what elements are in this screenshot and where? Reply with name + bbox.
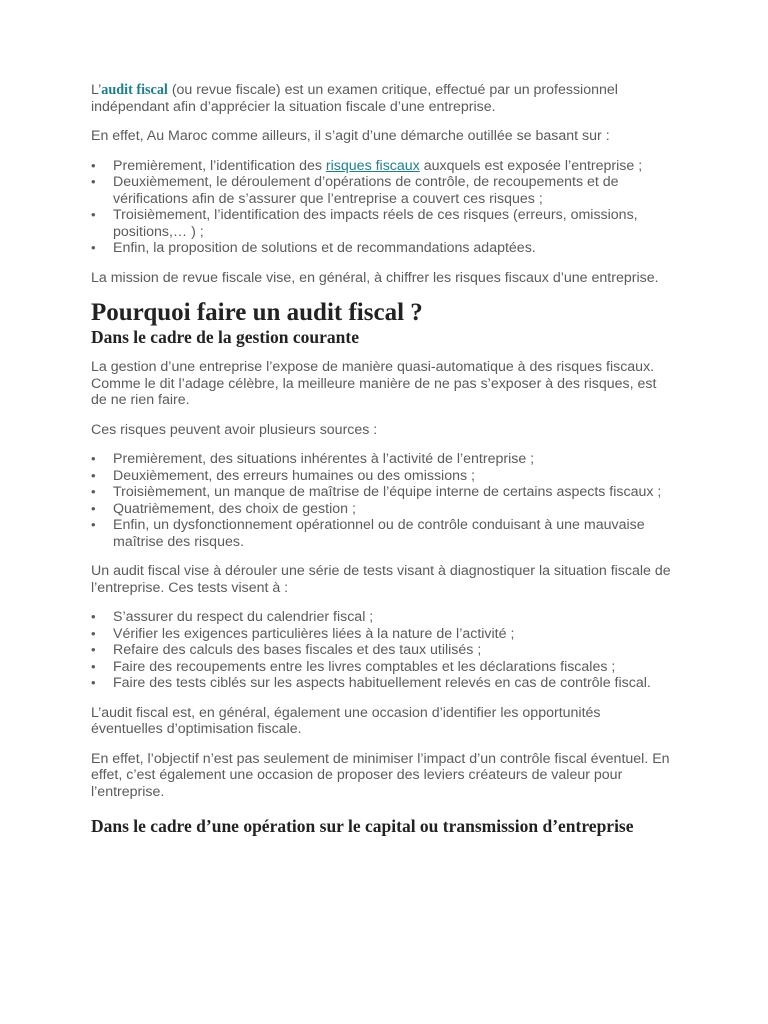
list-item-prefix: Premièrement, l’identification des bbox=[113, 157, 326, 174]
list-item: • Deuxièmement, des erreurs humaines ou des omissions ; bbox=[91, 468, 676, 485]
mission-paragraph: La mission de revue fiscale vise, en général, à chiffrer les risques fiscaux d’une entreprise. bbox=[91, 269, 659, 286]
list-item: • Troisièmement, un manque de maîtrise de l’équipe interne de certains aspects fiscaux ; bbox=[91, 484, 676, 501]
section1-paragraph-1: La gestion d’une entreprise l’expose de manière quasi-automatique à des risques fiscaux. Comme le dit l’adage célèbre, la meilleure manière de ne pas s’exposer à des risques, est de ne rien faire. bbox=[91, 359, 657, 408]
list-item-suffix: auxquels est exposée l’entreprise ; bbox=[419, 157, 643, 174]
list-item: • S’assurer du respect du calendrier fiscal ; bbox=[91, 609, 676, 626]
section1-heading: Dans le cadre de la gestion courante bbox=[91, 327, 359, 347]
sources-list bbox=[91, 451, 676, 550]
section1-paragraph-5: En effet, l’objectif n’est pas seulement de minimiser l’impact d’un contrôle fiscal éventuel. En effet, c’est également une occasion de proposer des leviers créateurs de valeur pour l’entreprise. bbox=[91, 750, 670, 800]
intro-paragraph bbox=[91, 82, 676, 115]
list-item: • Faire des recoupements entre les livres comptables et les déclarations fiscales ; bbox=[91, 659, 676, 676]
list-item: • Enfin, la proposition de solutions et de recommandations adaptées. bbox=[91, 240, 676, 257]
approach-paragraph: En effet, Au Maroc comme ailleurs, il s’agit d’une démarche outillée se basant sur : bbox=[91, 128, 610, 144]
section2-heading: Dans le cadre d’une opération sur le capital ou transmission d’entreprise bbox=[91, 816, 634, 836]
list-item: • Enfin, un dysfonctionnement opérationnel ou de contrôle conduisant à une mauvaise maîtrise des risques. bbox=[91, 517, 676, 550]
audit-fiscal-keyword: audit fiscal bbox=[101, 82, 168, 98]
intro-prefix: L’ bbox=[91, 82, 102, 98]
list-item: • Troisièmement, l’identification des impacts réels de ces risques (erreurs, omissions, positions,… ) ; bbox=[91, 207, 676, 240]
list-item: • Deuxièmement, le déroulement d’opérations de contrôle, de recoupements et de vérifications afin de s’assurer que l’entreprise a couvert ces risques ; bbox=[91, 174, 676, 207]
list-item: • Refaire des calculs des bases fiscales et des taux utilisés ; bbox=[91, 642, 676, 659]
main-heading: Pourquoi faire un audit fiscal ? bbox=[91, 299, 423, 326]
approach-list bbox=[91, 158, 676, 257]
section1-paragraph-3: Un audit fiscal vise à dérouler une série de tests visant à diagnostiquer la situation fiscale de l’entreprise. Ces tests visent à : bbox=[91, 563, 671, 596]
list-item: • Faire des tests ciblés sur les aspects habituellement relevés en cas de contrôle fiscal. bbox=[91, 675, 676, 692]
tests-list bbox=[91, 609, 676, 692]
document-body bbox=[91, 82, 676, 848]
intro-rest: (ou revue fiscale) est un examen critique, effectué par un professionnel indépendant afin d’apprécier la situation fiscale d’une entreprise. bbox=[91, 82, 618, 115]
list-item bbox=[91, 158, 676, 175]
risques-fiscaux-link[interactable]: risques fiscaux bbox=[325, 157, 420, 174]
list-item: • Vérifier les exigences particulières liées à la nature de l’activité ; bbox=[91, 626, 676, 643]
list-item: • Quatrièmement, des choix de gestion ; bbox=[91, 501, 676, 518]
section1-paragraph-4: L’audit fiscal est, en général, également une occasion d’identifier les opportunités éventuelles d’optimisation fiscale. bbox=[91, 704, 601, 737]
section1-paragraph-2: Ces risques peuvent avoir plusieurs sources : bbox=[91, 421, 378, 438]
list-item: • Premièrement, des situations inhérentes à l’activité de l’entreprise ; bbox=[91, 451, 676, 468]
